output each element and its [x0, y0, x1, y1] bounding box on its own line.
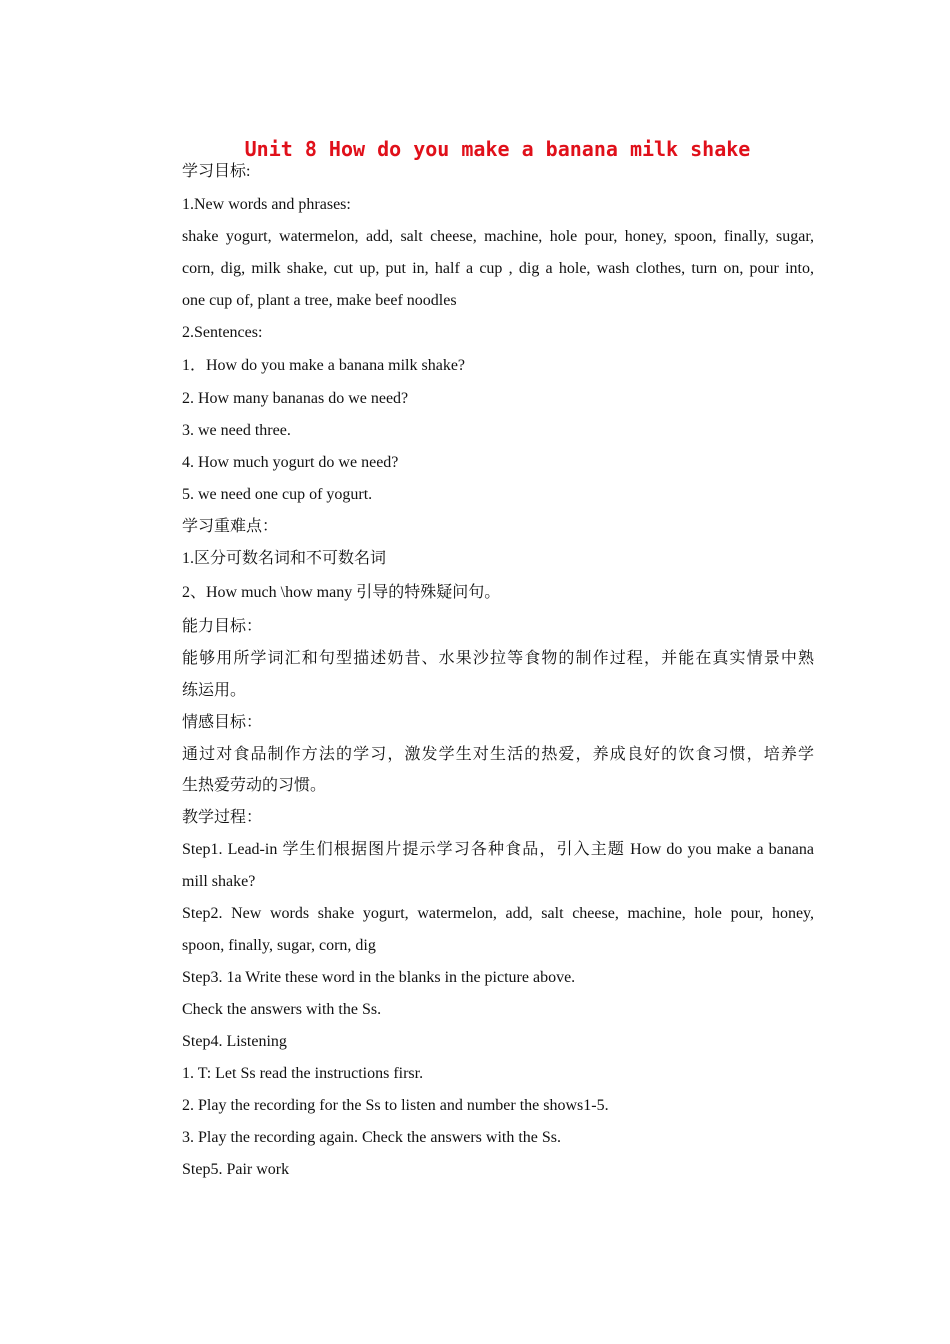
heading-teaching-process: 教学过程：: [182, 809, 263, 826]
text-line: 2、How much \how many 引导的特殊疑问句。: [182, 584, 501, 601]
step-line: Step1. Lead-in 学生们根据图片提示学习各种食品，引入主题 How do you make a banana: [182, 841, 814, 858]
heading-key-points: 学习重难点：: [182, 518, 279, 535]
step-line: Step3. 1a Write these word in the blanks in the picture above.: [182, 969, 576, 986]
heading-ability-objectives: 能力目标：: [182, 618, 263, 635]
text-line: 1.New words and phrases:: [182, 196, 351, 213]
heading-learning-objectives: 学习目标:: [182, 163, 251, 180]
text-line: 生热爱劳动的习惯。: [182, 777, 327, 794]
heading-emotional-objectives: 情感目标：: [182, 714, 263, 731]
document-title: Unit 8 How do you make a banana milk shake: [244, 137, 751, 161]
sentence-item: 3. we need three.: [182, 422, 291, 439]
text-line: 练运用。: [182, 682, 247, 699]
text-line: 2.Sentences:: [182, 324, 263, 341]
text-line: 通过对食品制作方法的学习，激发学生对生活的热爱，养成良好的饮食习惯，培养学: [182, 746, 814, 763]
text-line: 1.区分可数名词和不可数名词: [182, 550, 387, 567]
sentence-item: 4. How much yogurt do we need?: [182, 454, 399, 471]
step-line: Step4. Listening: [182, 1033, 287, 1050]
text-line: mill shake?: [182, 873, 256, 890]
step-line: Step5. Pair work: [182, 1161, 290, 1178]
sentence-item: 2. How many bananas do we need?: [182, 390, 409, 407]
text-line: 1. T: Let Ss read the instructions firsr.: [182, 1065, 424, 1082]
text-line: one cup of, plant a tree, make beef noodles: [182, 292, 457, 309]
text-line: 2. Play the recording for the Ss to listen and number the shows1-5.: [182, 1097, 609, 1114]
text-line: corn, dig, milk shake, cut up, put in, half a cup , dig a hole, wash clothes, turn on, pour into,: [182, 260, 814, 277]
text-line: shake yogurt, watermelon, add, salt cheese, machine, hole pour, honey, spoon, finally, sugar,: [182, 228, 814, 245]
sentence-item: 1．How do you make a banana milk shake?: [182, 357, 466, 374]
text-line: 能够用所学词汇和句型描述奶昔、水果沙拉等食物的制作过程，并能在真实情景中熟: [182, 650, 814, 667]
sentence-item: 5. we need one cup of yogurt.: [182, 486, 373, 503]
text-line: spoon, finally, sugar, corn, dig: [182, 937, 376, 954]
text-line: 3. Play the recording again. Check the answers with the Ss.: [182, 1129, 562, 1146]
text-line: Check the answers with the Ss.: [182, 1001, 382, 1018]
step-line: Step2. New words shake yogurt, watermelon, add, salt cheese, machine, hole pour, honey,: [182, 905, 814, 922]
